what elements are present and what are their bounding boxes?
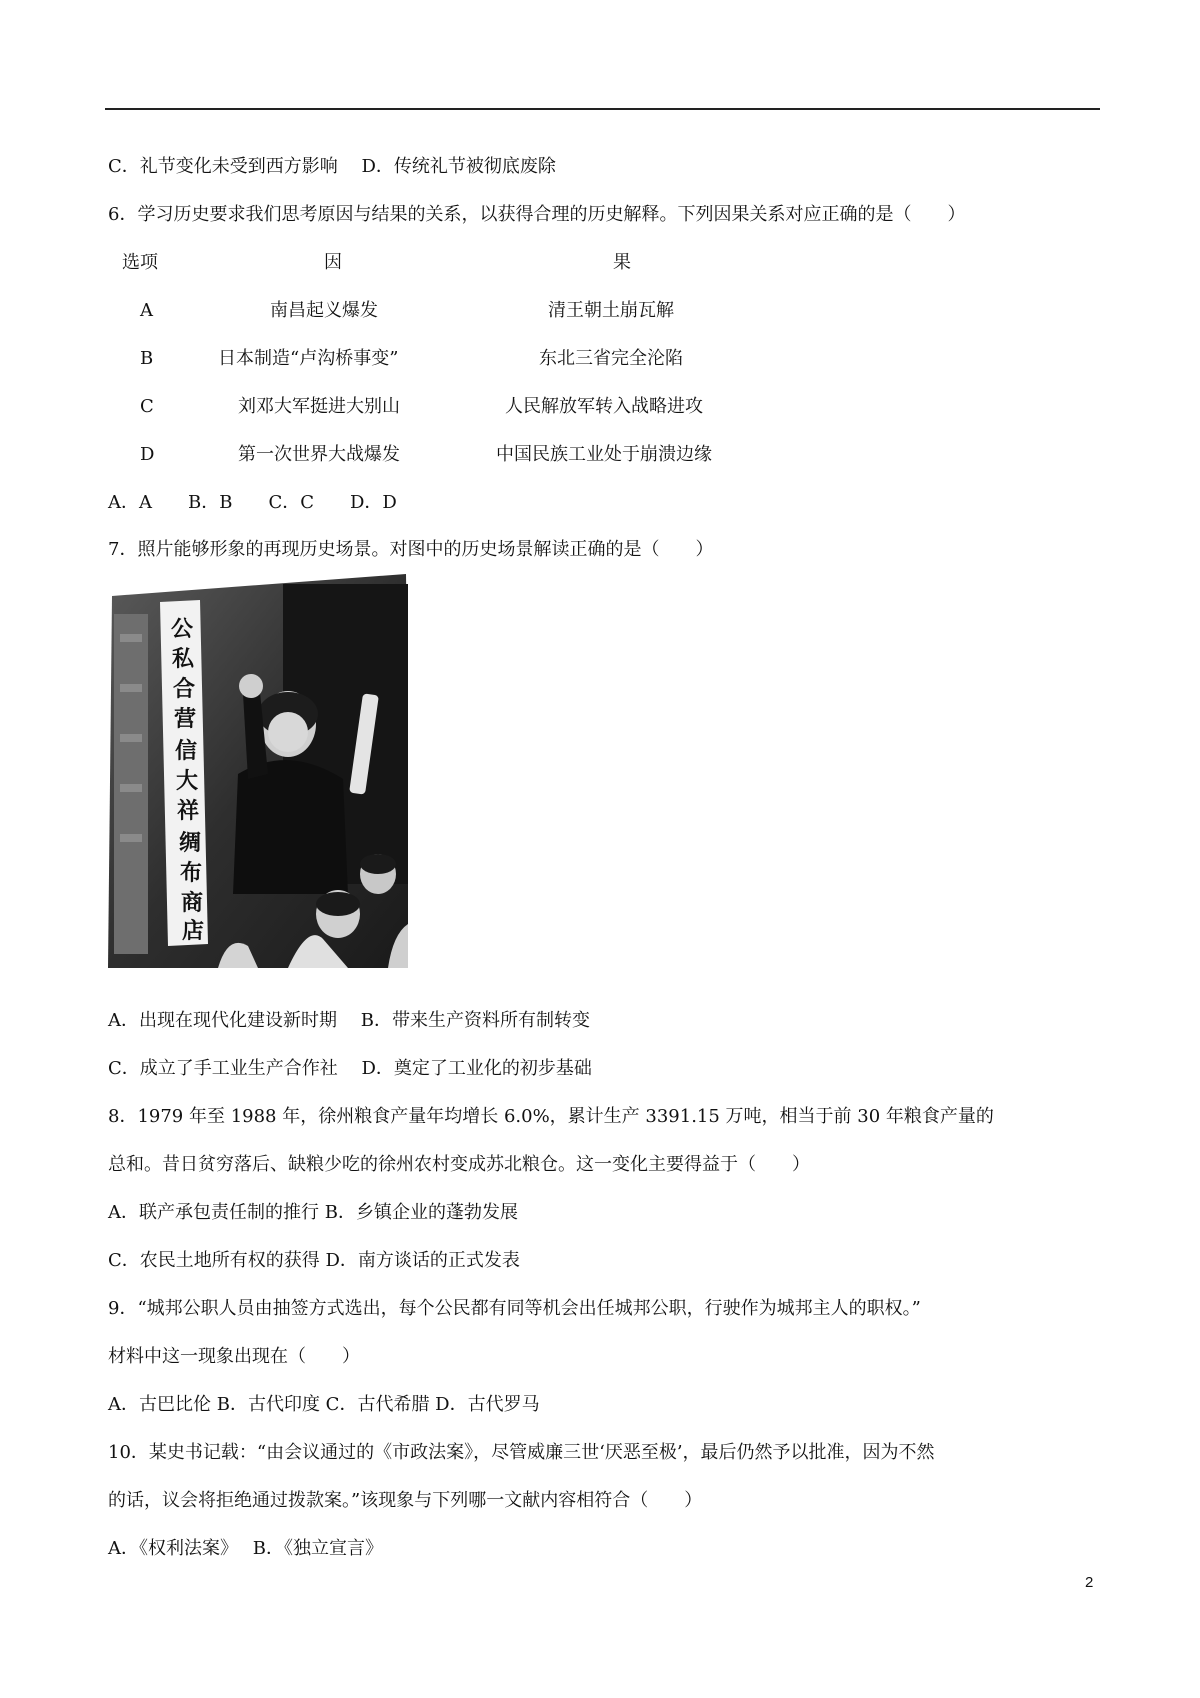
table-header-cause: 因 [324,252,342,273]
page-number: 2 [1085,1574,1094,1591]
svg-text:合: 合 [172,676,196,702]
historical-photo [108,574,412,968]
table-row-d-effect: 中国民族工业处于崩溃边缘 [496,444,712,465]
svg-text:公: 公 [170,616,194,642]
table-row-c-option: C [140,396,154,417]
q6-options: A．A B．B C．C D．D [108,492,397,513]
table-row-b-cause: 日本制造“卢沟桥事变” [218,348,399,369]
table-row-a-cause: 南昌起义爆发 [270,300,378,321]
header-rule [105,108,1100,110]
q10-stem-line2: 的话，议会将拒绝通过拨款案。”该现象与下列哪一文献内容相符合（ ） [108,1490,703,1511]
svg-text:店: 店 [181,918,205,944]
q9-stem-line2: 材料中这一现象出现在（ ） [108,1346,360,1367]
q8-options-ab: A．联产承包责任制的推行 B．乡镇企业的蓬勃发展 [108,1202,518,1223]
q5-options-cd: C．礼节变化未受到西方影响 D．传统礼节被彻底废除 [108,156,556,177]
table-row-a-effect: 清王朝土崩瓦解 [548,300,674,321]
q8-stem-line2: 总和。昔日贫穷落后、缺粮少吃的徐州农村变成苏北粮仓。这一变化主要得益于（ ） [108,1154,810,1175]
svg-text:私: 私 [171,646,195,672]
q7-options-ab: A．出现在现代化建设新时期 B．带来生产资料所有制转变 [108,1010,590,1031]
q8-stem-line1: 8．1979 年至 1988 年，徐州粮食产量年均增长 6.0%，累计生产 3391.15 万吨，相当于前 30 年粮食产量的 [108,1106,994,1127]
q7-stem: 7．照片能够形象的再现历史场景。对图中的历史场景解读正确的是（ ） [108,539,714,560]
svg-text:布: 布 [179,860,203,886]
q6-stem: 6．学习历史要求我们思考原因与结果的关系，以获得合理的历史解释。下列因果关系对应正确的是（ ） [108,204,966,225]
svg-text:祥: 祥 [176,798,200,824]
q9-options: A．古巴比伦 B．古代印度 C．古代希腊 D．古代罗马 [108,1394,540,1415]
table-row-c-effect: 人民解放军转入战略进攻 [505,396,703,417]
table-row-b-effect: 东北三省完全沦陷 [539,348,683,369]
svg-text:营: 营 [173,706,197,732]
table-header-effect: 果 [613,252,631,273]
q10-options: A．《权利法案》 B．《独立宣言》 [108,1538,383,1559]
q8-options-cd: C．农民土地所有权的获得 D．南方谈话的正式发表 [108,1250,520,1271]
table-row-d-cause: 第一次世界大战爆发 [238,444,400,465]
svg-text:大: 大 [175,768,199,794]
table-row-a-option: A [140,300,153,321]
table-row-b-option: B [140,348,154,369]
table-header-option: 选项 [122,252,158,273]
table-row-c-cause: 刘邓大军挺进大别山 [238,396,400,417]
svg-text:绸: 绸 [178,830,202,856]
table-row-d-option: D [140,444,155,465]
svg-text:信: 信 [174,738,198,764]
q9-stem-line1: 9．“城邦公职人员由抽签方式选出，每个公民都有同等机会出任城邦公职，行驶作为城邦主人的职权。” [108,1298,921,1319]
q7-options-cd: C．成立了手工业生产合作社 D．奠定了工业化的初步基础 [108,1058,592,1079]
svg-text:商: 商 [180,890,204,916]
q10-stem-line1: 10．某史书记载：“由会议通过的《市政法案》，尽管威廉三世‘厌恶至极’，最后仍然予以批准，因为不然 [108,1442,935,1463]
